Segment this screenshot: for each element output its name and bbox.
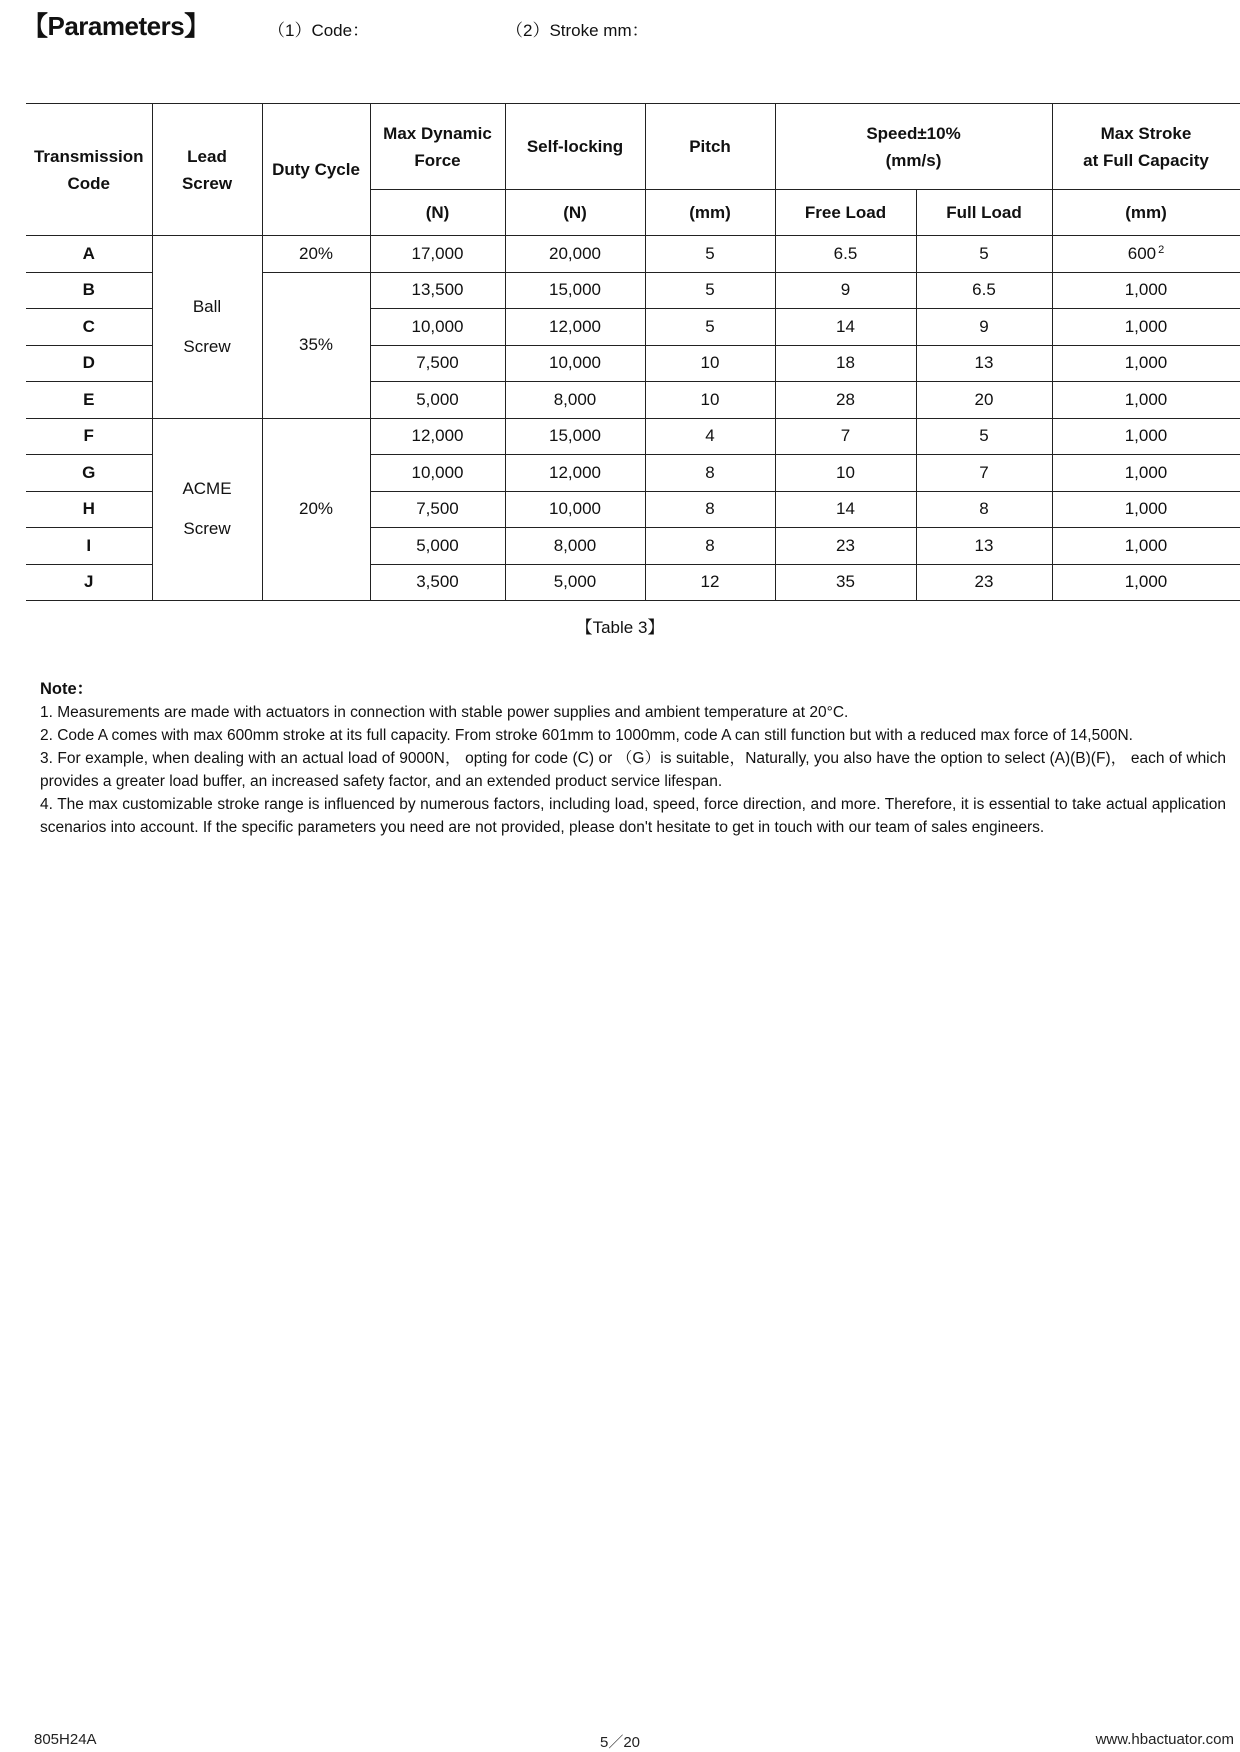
full-load-cell: 9: [916, 309, 1052, 346]
force-cell: 17,000: [370, 236, 505, 273]
stroke-field-label: （2）Stroke mm：: [506, 21, 649, 40]
pitch-cell: 10: [645, 382, 775, 419]
full-load-cell: 8: [916, 491, 1052, 528]
duty-cycle-a: 20%: [262, 236, 370, 273]
full-load-cell: 6.5: [916, 272, 1052, 309]
code-field-label: （1）Code：: [268, 21, 370, 40]
force-cell: 3,500: [370, 564, 505, 601]
code-cell: I: [26, 528, 152, 565]
header-max-stroke: Max Stroke at Full Capacity: [1052, 104, 1240, 190]
lead-screw-acme: ACME Screw: [152, 418, 262, 601]
pitch-cell: 5: [645, 236, 775, 273]
footer-page-number: 5／20: [599, 1734, 641, 1751]
parameters-table: [26, 103, 1240, 601]
lead-screw-ball: Ball Screw: [152, 236, 262, 419]
free-load-cell: 23: [775, 528, 916, 565]
self-locking-cell: 10,000: [505, 491, 645, 528]
pitch-cell: 10: [645, 345, 775, 382]
force-cell: 7,500: [370, 345, 505, 382]
full-load-cell: 5: [916, 418, 1052, 455]
stroke-cell: 1,000: [1052, 272, 1240, 309]
subheader-stroke-unit: (mm): [1052, 190, 1240, 236]
free-load-cell: 7: [775, 418, 916, 455]
table-caption: 【Table 3】: [575, 618, 665, 637]
force-cell: 13,500: [370, 272, 505, 309]
code-cell: H: [26, 491, 152, 528]
page-title: 【Parameters】: [22, 11, 210, 41]
duty-cycle-acme: 20%: [262, 418, 370, 601]
subheader-self-locking-unit: (N): [505, 190, 645, 236]
full-load-cell: 20: [916, 382, 1052, 419]
stroke-cell: 1,000: [1052, 418, 1240, 455]
self-locking-cell: 15,000: [505, 272, 645, 309]
pitch-cell: 5: [645, 309, 775, 346]
full-load-cell: 5: [916, 236, 1052, 273]
force-cell: 10,000: [370, 455, 505, 492]
notes-title: Note：: [40, 680, 94, 698]
self-locking-cell: 12,000: [505, 455, 645, 492]
pitch-cell: 12: [645, 564, 775, 601]
stroke-cell: 1,000: [1052, 345, 1240, 382]
duty-cycle-ball: 35%: [262, 272, 370, 418]
self-locking-cell: 12,000: [505, 309, 645, 346]
stroke-cell: 1,000: [1052, 382, 1240, 419]
pitch-cell: 8: [645, 491, 775, 528]
self-locking-cell: 15,000: [505, 418, 645, 455]
subheader-free-load: Free Load: [775, 190, 916, 236]
code-cell: B: [26, 272, 152, 309]
table-row: [26, 236, 1240, 273]
header-transmission-code: Transmission Code: [26, 104, 152, 236]
self-locking-cell: 10,000: [505, 345, 645, 382]
full-load-cell: 13: [916, 345, 1052, 382]
force-cell: 12,000: [370, 418, 505, 455]
free-load-cell: 9: [775, 272, 916, 309]
header-pitch: Pitch: [645, 104, 775, 190]
stroke-cell: 1,000: [1052, 564, 1240, 601]
self-locking-cell: 20,000: [505, 236, 645, 273]
header-speed: Speed±10% (mm/s): [775, 104, 1052, 190]
footnote-marker: 2: [1158, 243, 1165, 256]
note-item: 3. For example, when dealing with an actual load of 9000N， opting for code (C) or （G）is suitable，Naturally, you also have the option to select (A)(B)(F)， each of which provides a greater load buffer, an increased safety factor, and an extended product service lifespan.: [40, 750, 1226, 790]
force-cell: 5,000: [370, 382, 505, 419]
code-cell: A: [26, 236, 152, 273]
full-load-cell: 7: [916, 455, 1052, 492]
code-cell: F: [26, 418, 152, 455]
header-lead-screw: Lead Screw: [152, 104, 262, 236]
header-max-dynamic-force: Max Dynamic Force: [370, 104, 505, 190]
note-item: 1. Measurements are made with actuators in connection with stable power supplies and ambient temperature at 20°C.: [40, 704, 849, 721]
pitch-cell: 8: [645, 528, 775, 565]
self-locking-cell: 8,000: [505, 382, 645, 419]
note-item: 4. The max customizable stroke range is influenced by numerous factors, including load, speed, force direction, and more. Therefore, it is essential to take actual application scenarios into account. If the specific parameters you need are not provided, please don't hesitate to get in touch with our team of sales engineers.: [40, 796, 1226, 836]
free-load-cell: 10: [775, 455, 916, 492]
header-duty-cycle: Duty Cycle: [262, 104, 370, 236]
subheader-force-unit: (N): [370, 190, 505, 236]
header-self-locking: Self-locking: [505, 104, 645, 190]
table-row: [26, 418, 1240, 455]
subheader-pitch-unit: (mm): [645, 190, 775, 236]
self-locking-cell: 8,000: [505, 528, 645, 565]
pitch-cell: 8: [645, 455, 775, 492]
notes-section: [40, 678, 1226, 839]
pitch-cell: 5: [645, 272, 775, 309]
force-cell: 7,500: [370, 491, 505, 528]
full-load-cell: 23: [916, 564, 1052, 601]
free-load-cell: 35: [775, 564, 916, 601]
free-load-cell: 14: [775, 309, 916, 346]
code-cell: E: [26, 382, 152, 419]
footer-doc-code: 805H24A: [34, 1731, 97, 1748]
code-cell: G: [26, 455, 152, 492]
code-cell: J: [26, 564, 152, 601]
pitch-cell: 4: [645, 418, 775, 455]
free-load-cell: 28: [775, 382, 916, 419]
self-locking-cell: 5,000: [505, 564, 645, 601]
free-load-cell: 18: [775, 345, 916, 382]
stroke-cell: 1,000: [1052, 528, 1240, 565]
full-load-cell: 13: [916, 528, 1052, 565]
note-item: 2. Code A comes with max 600mm stroke at its full capacity. From stroke 601mm to 1000mm, code A can still function but with a reduced max force of 14,500N.: [40, 727, 1133, 744]
force-cell: 5,000: [370, 528, 505, 565]
footer-website-link[interactable]: www.hbactuator.com: [1095, 1731, 1234, 1748]
code-cell: D: [26, 345, 152, 382]
stroke-cell: 1,000: [1052, 455, 1240, 492]
stroke-cell: 600 $^2$: [1052, 236, 1240, 273]
code-cell: C: [26, 309, 152, 346]
stroke-cell: 1,000: [1052, 309, 1240, 346]
free-load-cell: 6.5: [775, 236, 916, 273]
free-load-cell: 14: [775, 491, 916, 528]
stroke-cell: 1,000: [1052, 491, 1240, 528]
subheader-full-load: Full Load: [916, 190, 1052, 236]
force-cell: 10,000: [370, 309, 505, 346]
